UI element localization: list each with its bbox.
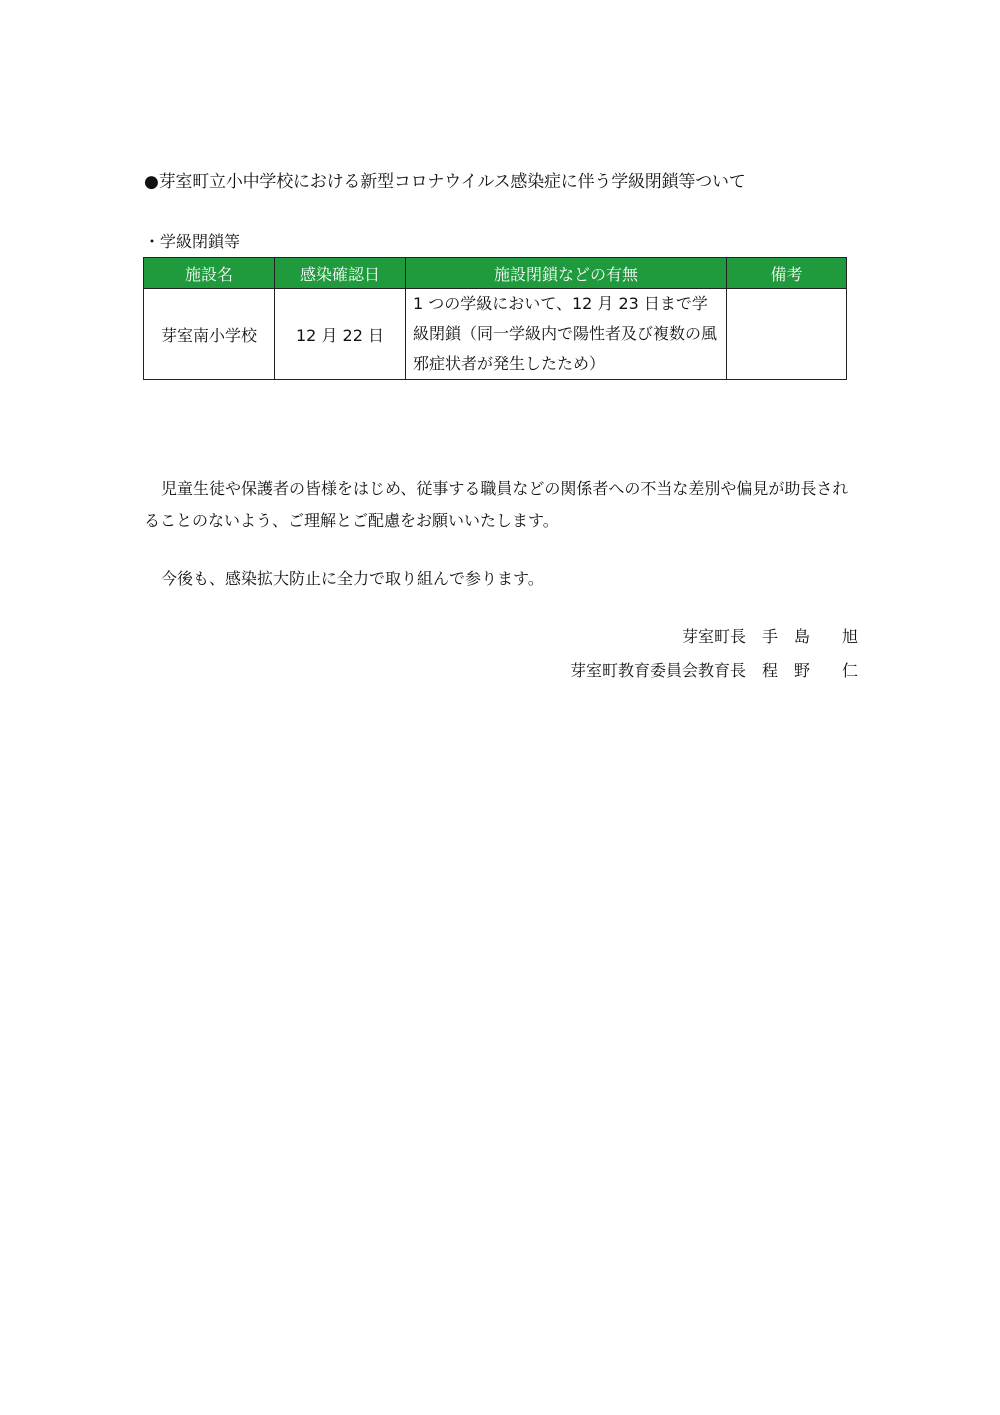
header-confirmed-date: 感染確認日 (275, 258, 406, 289)
table-header-row (144, 258, 847, 289)
class-closure-table (143, 257, 847, 380)
cell-remarks (727, 289, 847, 380)
commitment-paragraph: 今後も、感染拡大防止に全力で取り組んで参ります。 (161, 569, 544, 588)
header-closure-status: 施設閉鎖などの有無 (406, 258, 727, 289)
section-label: ・学級閉鎖等 (144, 232, 241, 251)
signature-mayor: 芽室町長 手 島 旭 (681, 627, 858, 646)
cell-confirmed-date: 12 月 22 日 (275, 289, 406, 380)
cell-closure-status: 1 つの学級において、12 月 23 日まで学級閉鎖（同一学級内で陽性者及び複数の風邪症状者が発生したため） (406, 289, 727, 380)
notice-title: ●芽室町立小中学校における新型コロナウイルス感染症に伴う学級閉鎖等ついて (144, 172, 746, 192)
cell-facility: 芽室南小学校 (144, 289, 275, 380)
signature-superintendent: 芽室町教育委員会教育長 程 野 仁 (569, 661, 858, 680)
header-remarks: 備考 (727, 258, 847, 289)
header-facility: 施設名 (144, 258, 275, 289)
request-paragraph: 児童生徒や保護者の皆様をはじめ、従事する職員などの関係者への不当な差別や偏見が助長されることのないよう、ご理解とご配慮をお願いいたします。 (144, 479, 849, 530)
table-row (144, 289, 847, 380)
